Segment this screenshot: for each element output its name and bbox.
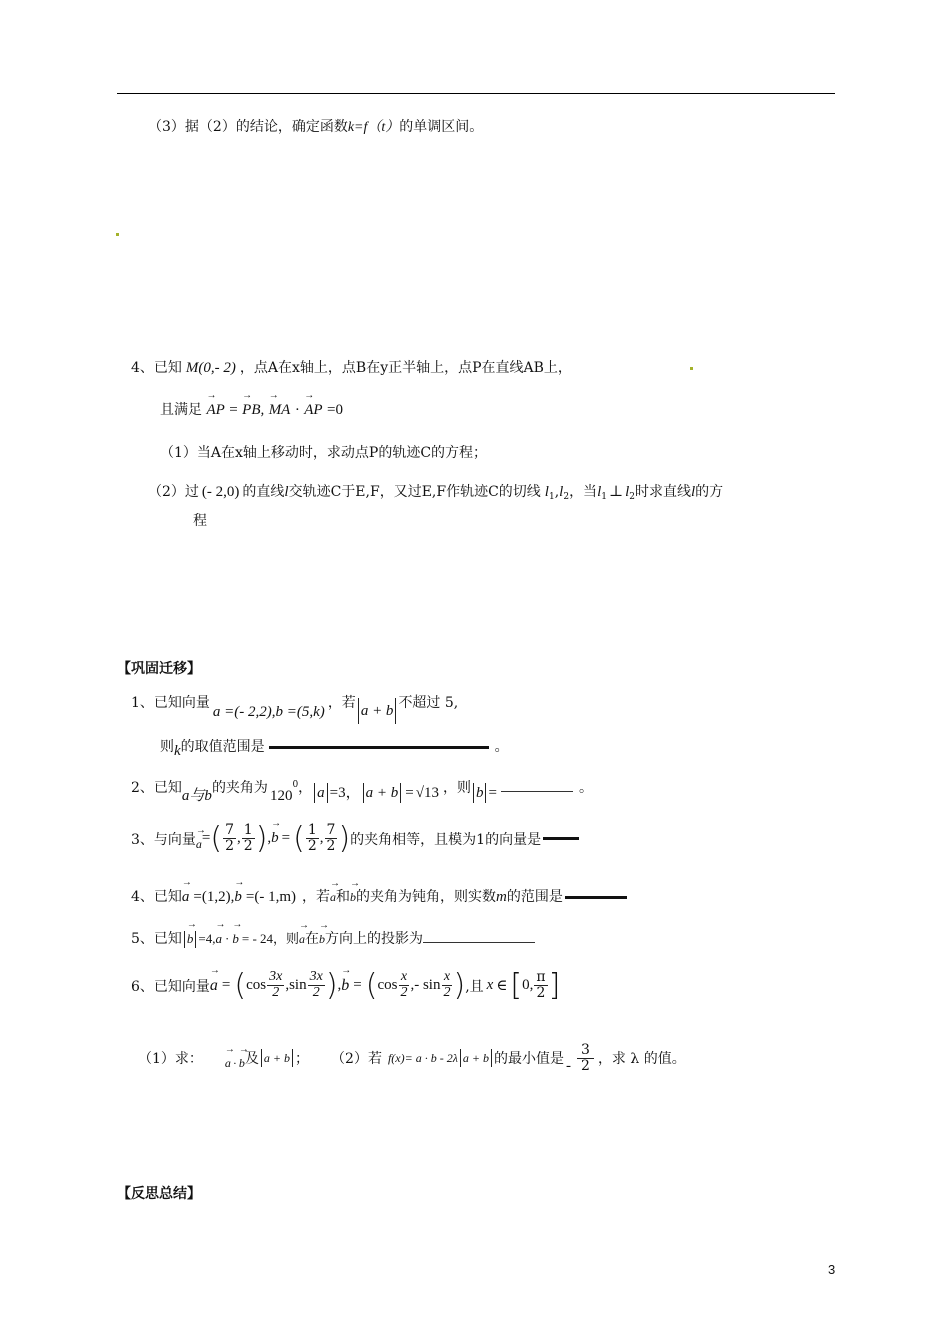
fraction [308, 970, 325, 1000]
numerator: 7 [326, 822, 336, 839]
abs-bar [184, 931, 185, 948]
sub2-text-e: 时求直线 [634, 484, 691, 500]
line-l: l [284, 484, 289, 500]
exercise-6-sub-a: → a [225, 1056, 231, 1071]
sub2-text-c: 交轨迹C于E,F，又过E,F作轨迹C的切线 [288, 484, 541, 500]
denominator: 2 [443, 985, 451, 1000]
point-m: M(0,- 2) [185, 360, 236, 376]
perp-symbol: ⊥ [608, 484, 624, 500]
exercise-4-line [131, 886, 627, 906]
l2-subscript-b: 2 [629, 492, 635, 502]
exercise-5-b: → b [187, 931, 194, 947]
numerator: 7 [225, 822, 235, 839]
exercise-4-ruo: ，若 [302, 889, 330, 905]
paren-left: ( [293, 821, 305, 856]
question-4-sub1: （1）当A在x轴上移动时，求动点P的轨迹C的方程； [160, 445, 488, 461]
question-4-line [131, 357, 572, 377]
exercise-5-b2: → b [232, 931, 239, 947]
numerator: π [536, 969, 546, 986]
exercise-6-ask: ，求 λ 的值。 [597, 1051, 686, 1068]
exercise-2-number: 2、已知 [131, 780, 182, 796]
line-l1: l [544, 484, 549, 500]
exercise-5-b3: → b [319, 932, 325, 947]
bracket-right: ] [548, 968, 561, 1003]
exercise-1-answer-blank[interactable] [269, 746, 489, 749]
section-reflection: 【反思总结】 [117, 1186, 201, 1202]
dot-operator: · [232, 1055, 237, 1070]
dot-operator: · [225, 931, 230, 946]
exercise-4-a: → a [182, 889, 190, 906]
exercise-4-text: 的夹角为钝角，则实数 [356, 889, 496, 905]
interval-start: 0, [522, 977, 534, 993]
abs-bar [400, 783, 401, 803]
abs-bar [491, 1049, 492, 1067]
exercise-1-line1 [131, 690, 459, 720]
exercise-5-text: 方向上的投影为 [325, 931, 424, 947]
numerator: 1 [243, 822, 253, 839]
vector-pb: → PB, [242, 402, 264, 419]
exercise-2-text: 的夹角为 [211, 780, 268, 796]
minus-sin: ,- sin [410, 977, 441, 993]
exercise-2-line [131, 776, 593, 804]
exercise-2-angle: 120 [269, 788, 293, 804]
function-f: f(x)= [387, 1050, 413, 1065]
exercise-1-end: 。 [494, 739, 509, 755]
paren-left: ( [210, 821, 223, 856]
page-number: 3 [828, 1262, 836, 1277]
denominator: 2 [312, 985, 320, 1000]
exercise-3-line [131, 821, 579, 856]
exercise-6-min-text: 的最小值是 [494, 1051, 565, 1068]
sub2-text-d: ，当 [569, 484, 598, 500]
exercise-5-value: = - 24，则 [241, 931, 300, 946]
sub2-text-b: 的直线 [242, 484, 285, 500]
exercise-4-b: → b [234, 889, 242, 906]
l2-subscript: 2 [563, 492, 570, 502]
condition-eq: = [229, 402, 238, 418]
paren-right: ) [255, 821, 268, 856]
fraction [577, 1043, 594, 1073]
abs-bar [363, 783, 364, 803]
condition-value: =0 [327, 402, 344, 418]
question-4-sub2 [148, 481, 723, 502]
exercise-6-part2: （2）若 [331, 1051, 382, 1068]
line-l1-b: l [597, 484, 602, 500]
sub2-text-f: 的方 [695, 484, 724, 500]
exercise-6-eq: = [221, 977, 231, 993]
fraction [534, 970, 547, 1000]
paren-left: ( [234, 968, 247, 1003]
question-3-end: 的单调区间。 [399, 119, 484, 135]
exercise-6-line [131, 968, 560, 1003]
exercise-5-answer-blank[interactable] [423, 942, 535, 943]
exercise-6-eq2: = [353, 977, 362, 993]
denominator: 2 [536, 985, 546, 1001]
exercise-3-eq: = [201, 830, 211, 846]
condition-label: 且满足 [160, 402, 202, 418]
exercise-1-number: 1、已知向量 [131, 695, 210, 711]
exercise-6-part1: （1）求： [138, 1051, 203, 1068]
exercise-3-b: → b [271, 830, 279, 847]
exercise-6-sum-2: a + b [462, 1050, 490, 1065]
sub2-comma: , [554, 484, 560, 500]
fraction [441, 970, 452, 1000]
denominator: 2 [243, 838, 253, 854]
numerator: 3x [269, 969, 283, 985]
exercise-2-apb: a + b [365, 785, 399, 801]
abs-bar [292, 1049, 293, 1067]
line-l2-b: l [625, 484, 630, 500]
exercise-5-a: → a [216, 931, 223, 947]
exercise-2-eq: = [405, 785, 414, 801]
abs-bar [460, 1049, 461, 1067]
comma: , [319, 830, 324, 846]
exercise-6-x: x [486, 977, 494, 993]
exercise-3-number: 3、与向量 [131, 831, 196, 848]
vector-ma: → MA [269, 402, 291, 419]
exercise-3-eq2: = [281, 830, 291, 846]
abs-bar-left [358, 698, 359, 724]
numerator: 1 [307, 822, 317, 839]
element-of: ∈ [496, 978, 508, 994]
exercise-4-a2: → a [330, 890, 336, 905]
exercise-1-range-label: 的取值范围是 [180, 739, 265, 755]
l1-subscript-b: 1 [601, 492, 607, 502]
section-consolidation: 【巩固迁移】 [117, 661, 201, 677]
abs-bar [314, 783, 315, 803]
exercise-4-range-label: 的范围是 [506, 889, 563, 905]
exercise-4-expr2: =(- 1,m) [245, 889, 296, 905]
abs-bar [485, 783, 486, 803]
denominator: 2 [272, 985, 280, 1000]
exercise-6-number: 6、已知向量 [131, 978, 210, 995]
exercise-2-a: a [317, 785, 325, 801]
line-l-b: l [690, 484, 696, 500]
exercise-1-ruo: ，若 [327, 695, 356, 711]
question-3-text: （3）据（2）的结论，确定函数 [148, 119, 348, 135]
question-4-text: ，点A在x轴上，点B在y正半轴上，点P在直线AB上， [239, 360, 572, 376]
exercise-6-expr: a · b - 2λ [415, 1050, 458, 1065]
bracket-left: [ [510, 968, 523, 1003]
sin: ,sin [285, 977, 307, 993]
denominator: 2 [307, 838, 317, 854]
fraction [267, 970, 284, 1000]
paren-right: ) [325, 968, 338, 1003]
exercise-3-text: 的夹角相等，且模为1的向量是 [350, 831, 542, 848]
abs-bar [327, 783, 328, 803]
exercise-2-then: ，则 [442, 780, 471, 796]
exercise-2-b: b [475, 785, 484, 801]
denominator: 2 [581, 1057, 590, 1074]
fraction [306, 823, 319, 853]
denominator: 2 [225, 838, 235, 854]
exercise-3-a: → a [196, 837, 202, 852]
fraction [242, 823, 255, 853]
question-3-function: k=f（t） [347, 120, 400, 135]
exercise-6-sub [138, 1043, 686, 1073]
header-rule [117, 93, 835, 94]
exercise-2-degree: 0 [292, 780, 299, 790]
fraction [325, 823, 338, 853]
paren-right: ) [338, 821, 351, 856]
exercise-6-a: → a [210, 977, 218, 995]
exercise-1-line2 [160, 736, 509, 759]
stray-dot-2 [690, 367, 693, 370]
exercise-3-answer-blank[interactable] [543, 837, 579, 840]
abs-bar-right [395, 698, 396, 724]
exercise-2-end: 。 [578, 780, 593, 796]
exercise-5-on: 在 [305, 931, 320, 947]
exercise-4-m: m [496, 889, 507, 905]
sub2-text-a: （2）过 [148, 484, 199, 500]
exercise-2-comma: ， [298, 780, 313, 796]
question-3-line [148, 116, 483, 136]
exercise-2-vectors: a与b [181, 788, 212, 804]
exercise-6-sum: a + b [263, 1050, 291, 1065]
exercise-6-and: ,且 [465, 978, 484, 995]
minus-sign: - [566, 1057, 572, 1074]
exercise-4-b2: → b [350, 890, 356, 905]
dot-operator: · [294, 402, 300, 418]
abs-bar [261, 1049, 262, 1067]
exercise-1-text: 不超过 5, [398, 695, 459, 711]
line-l2: l [559, 484, 564, 500]
fraction [223, 823, 236, 853]
paren-right: ) [453, 968, 466, 1003]
exercise-2-sqrt13: √13 [415, 785, 439, 801]
exercise-2-eq2: = [488, 785, 497, 801]
exercise-5-a3: → a [299, 932, 305, 947]
exercise-5-expr: =4, [198, 931, 216, 946]
cos: cos [246, 977, 267, 993]
paren-left: ( [365, 968, 378, 1003]
vector-ap-2: → AP [304, 402, 322, 419]
numerator: 3 [577, 1043, 594, 1059]
semicolon: ； [295, 1051, 310, 1068]
comma: , [337, 977, 342, 993]
numerator: x [400, 969, 408, 985]
exercise-4-expr1: =(1,2), [193, 889, 235, 905]
exercise-1-vectors: a =(- 2,2),b =(5,k) [212, 704, 325, 720]
point-neg2-0: (- 2,0) [201, 484, 240, 500]
exercise-1-then: 则 [160, 739, 174, 755]
exercise-1-k: k [174, 743, 181, 759]
numerator: x [443, 969, 451, 985]
l1-subscript: 1 [548, 492, 555, 502]
exercise-6-and: 及 [244, 1051, 259, 1068]
exercise-1-sum: a + b [360, 703, 394, 719]
exercise-2-answer-blank[interactable] [501, 791, 573, 792]
question-4-sub2-cont: 程 [193, 513, 207, 529]
question-4-condition [160, 399, 343, 419]
denominator: 2 [326, 838, 336, 854]
cos: cos [377, 977, 398, 993]
exercise-5-number: 5、已知 [131, 931, 182, 947]
exercise-5-line [131, 928, 535, 948]
comma: , [267, 830, 272, 846]
fraction [398, 970, 409, 1000]
vector-ap: → AP [206, 402, 224, 419]
exercise-6-b: → b [341, 977, 349, 995]
question-4-number: 4、已知 [131, 360, 182, 376]
exercise-2-eq3: =3， [329, 785, 361, 801]
exercise-4-and: 和 [336, 889, 350, 905]
exercise-4-number: 4、已知 [131, 889, 182, 905]
abs-bar [195, 931, 196, 948]
stray-dot [116, 233, 119, 236]
exercise-4-answer-blank[interactable] [565, 896, 627, 899]
exercise-6-sub-b: → b [239, 1056, 245, 1071]
comma: , [237, 830, 241, 846]
denominator: 2 [400, 985, 408, 1000]
numerator: 3x [309, 969, 323, 985]
abs-bar [473, 783, 474, 803]
